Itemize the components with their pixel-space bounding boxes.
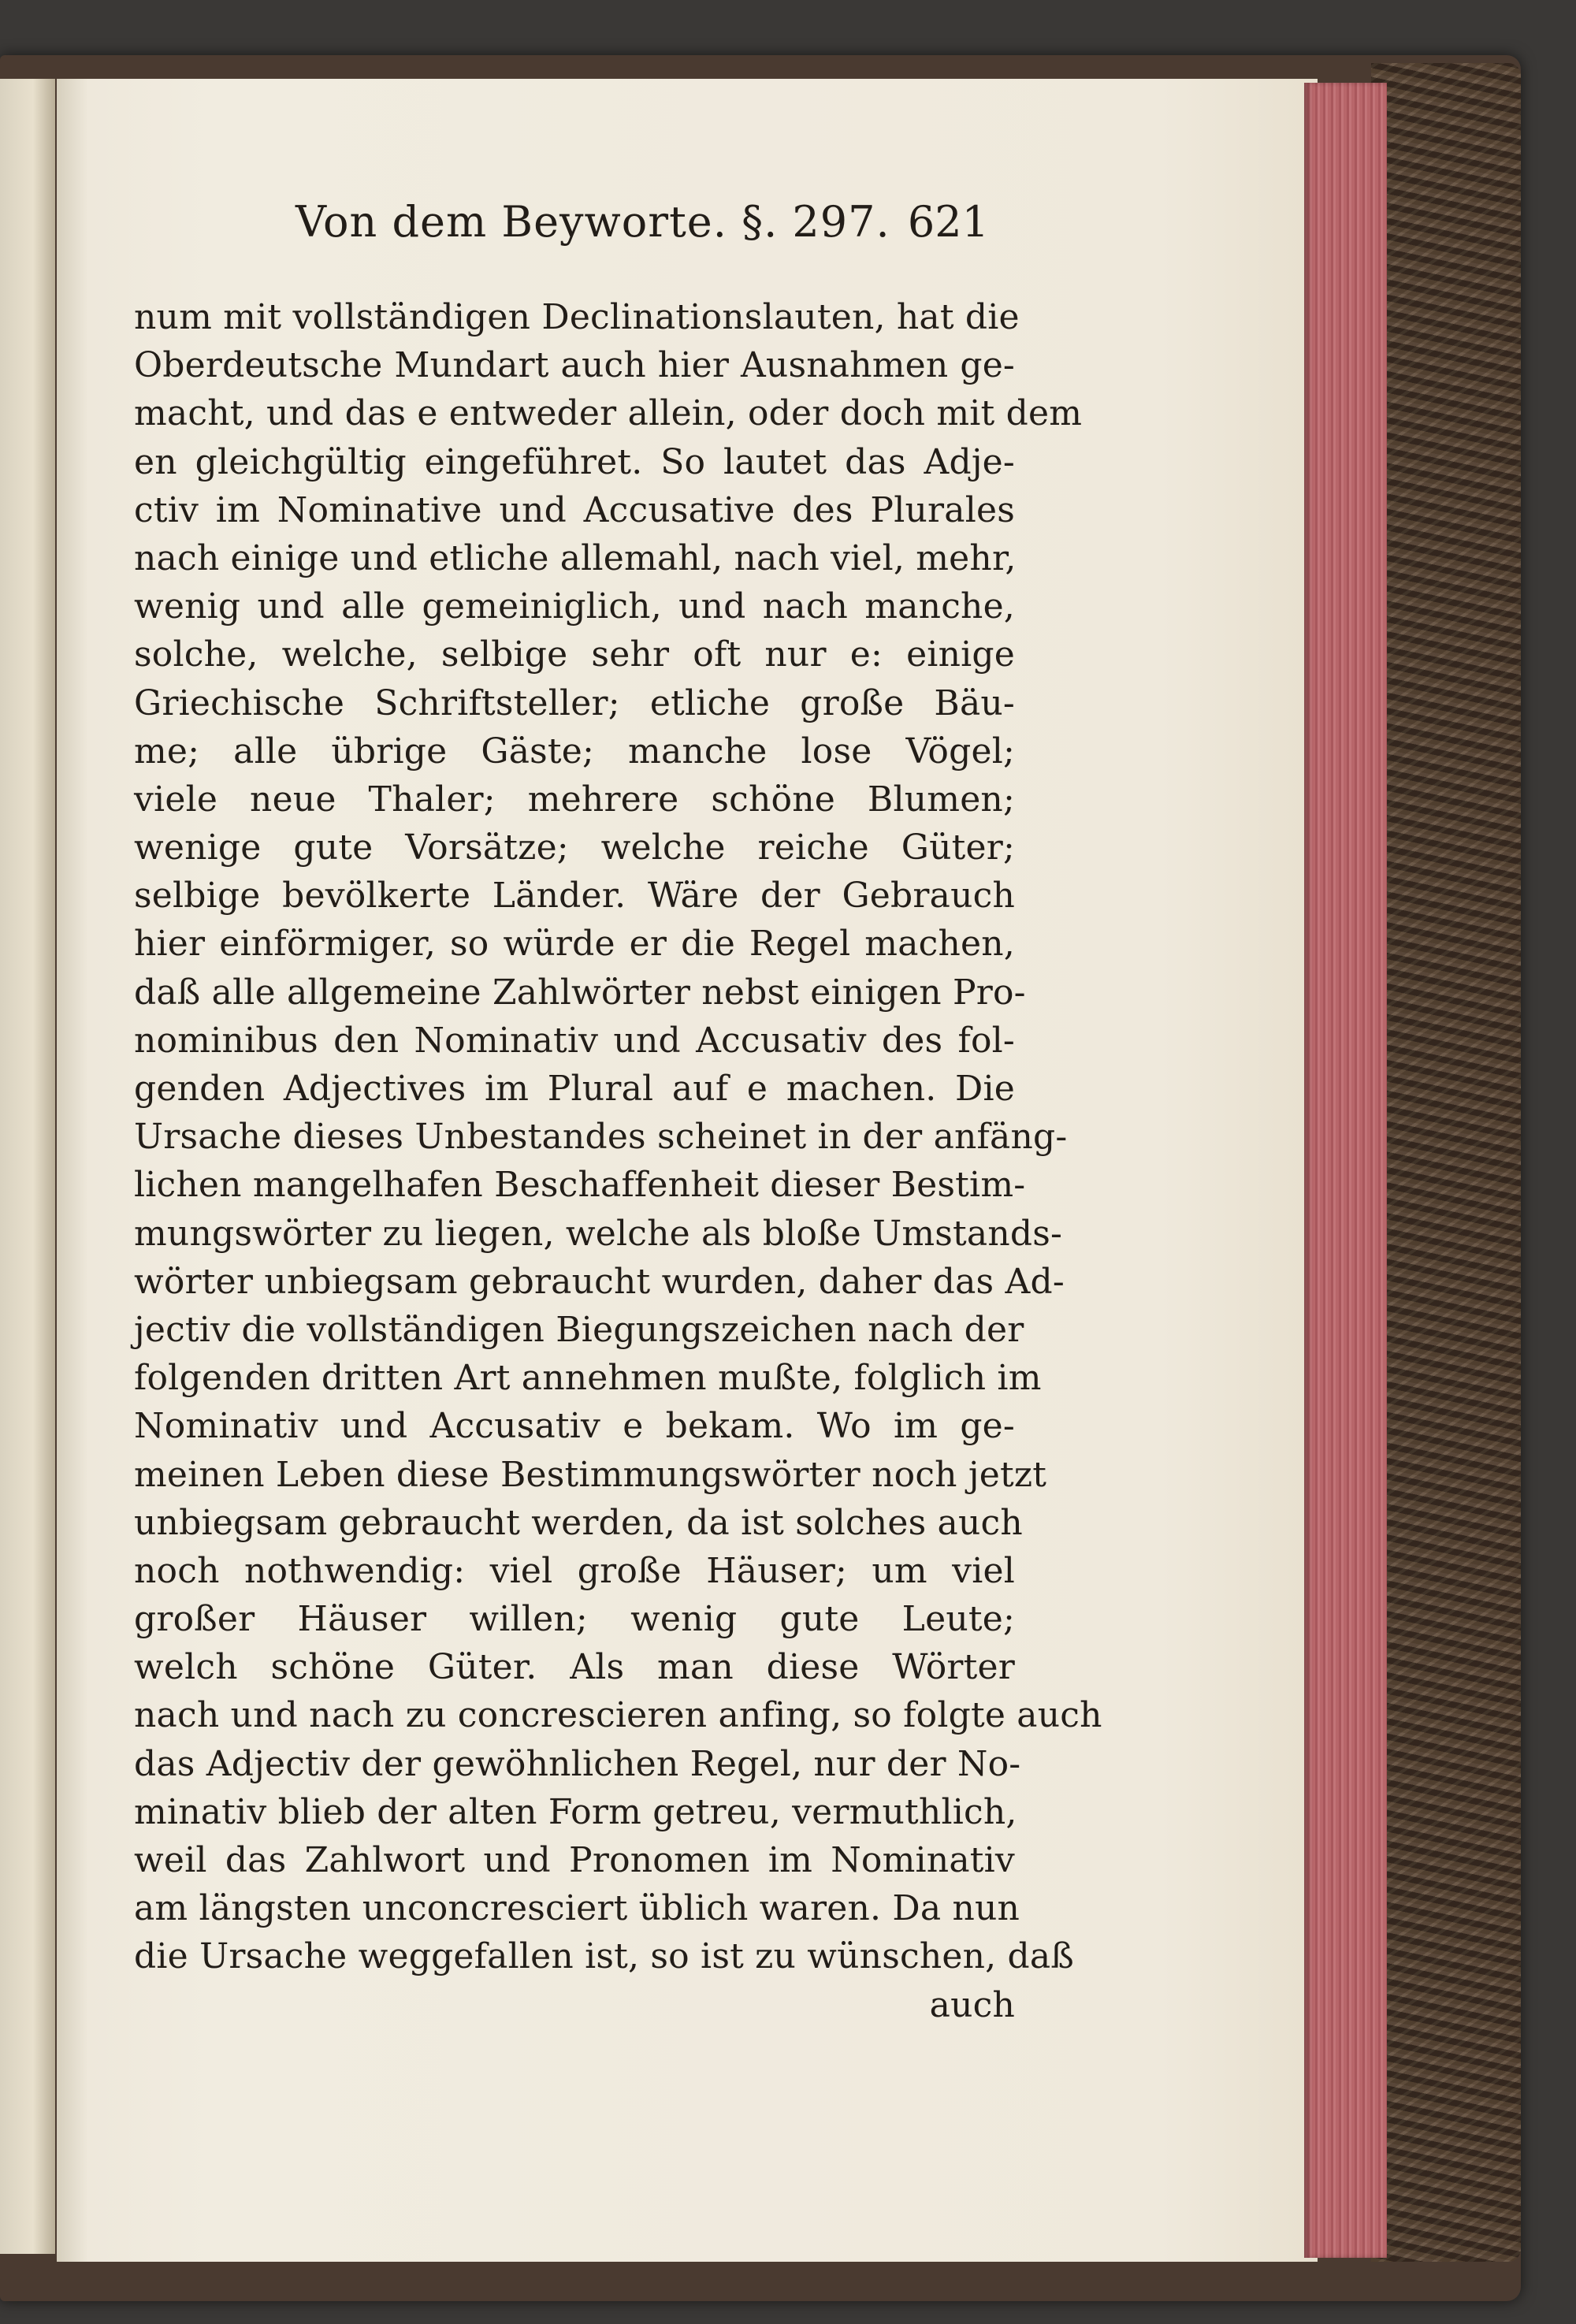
text-line: genden Adjectives im Plural auf e machen. Die [134,1069,1015,1109]
text-line: selbige bevölkerte Länder. Wäre der Gebrauch [134,876,1015,917]
text-line: Griechische Schriftsteller; etliche große Bäu- [134,682,1015,723]
text-line: wörter unbiegsam gebraucht wurden, daher das Ad- [134,1261,1065,1302]
text-line: die Ursache weggefallen ist, so ist zu wünschen, daß [134,1936,1074,1977]
text-line: unbiegsam gebraucht werden, da ist solches auch [134,1502,1023,1543]
red-page-edges [1304,83,1387,2258]
text-line: me; alle übrige Gäste; manche lose Vögel; [134,731,1015,772]
text-line: nach und nach zu concrescieren anfing, so folgte auch [134,1695,1102,1736]
page-number: 621 [907,197,989,247]
text-line: das Adjectiv der gewöhnlichen Regel, nur der No- [134,1743,1021,1784]
left-page-edge [0,79,55,2254]
text-line: Nominativ und Accusativ e bekam. Wo im ge- [134,1406,1015,1447]
text-line: minativ blieb der alten Form getreu, vermuthlich, [134,1791,1017,1832]
text-line: solche, welche, selbige sehr oft nur e: einige [134,634,1015,675]
header-title: Von dem Beyworte. §. 297. [296,197,890,247]
text-line: hier einförmiger, so würde er die Regel machen, [134,924,1015,965]
text-line: lichen mangelhafen Beschaffenheit dieser Bestim- [134,1165,1026,1206]
running-header [296,197,989,252]
text-line: wenige gute Vorsätze; welche reiche Güter; [134,827,1015,868]
catchword: auch [929,1984,1015,2025]
text-line: am längsten unconcresciert üblich waren. Da nun [134,1888,1020,1929]
text-line: Oberdeutsche Mundart auch hier Ausnahmen ge- [134,345,1015,386]
text-line: noch nothwendig: viel große Häuser; um viel [134,1550,1015,1591]
text-line: ctiv im Nominative und Accusative des Plurales [134,489,1015,530]
text-line: weil das Zahlwort und Pronomen im Nominativ [134,1840,1015,1880]
text-line: macht, und das e entweder allein, oder doch mit dem [134,393,1083,434]
text-line: mungswörter zu liegen, welche als bloße Umstands- [134,1213,1063,1254]
text-line: nach einige und etliche allemahl, nach viel, mehr, [134,537,1017,578]
text-line: en gleichgültig eingeführet. So lautet das Adje- [134,441,1015,482]
text-line: daß alle allgemeine Zahlwörter nebst einigen Pro- [134,972,1026,1013]
text-line: nominibus den Nominativ und Accusativ des fol- [134,1020,1015,1061]
text-line: num mit vollständigen Declinationslauten, hat die [134,297,1020,337]
text-line: wenig und alle gemeiniglich, und nach manche, [134,586,1015,627]
text-line: Ursache dieses Unbestandes scheinet in der anfäng- [134,1117,1068,1158]
body-text [134,293,1102,2029]
text-line: folgenden dritten Art annehmen mußte, folglich im [134,1358,1042,1399]
text-line: jectiv die vollständigen Biegungszeichen nach der [134,1309,1024,1350]
text-line: großer Häuser willen; wenig gute Leute; [134,1599,1015,1640]
text-line: welch schöne Güter. Als man diese Wörter [134,1647,1015,1688]
marbled-cover [1371,63,1521,2262]
text-line: viele neue Thaler; mehrere schöne Blumen; [134,779,1015,820]
text-line: meinen Leben diese Bestimmungswörter noch jetzt [134,1454,1047,1495]
